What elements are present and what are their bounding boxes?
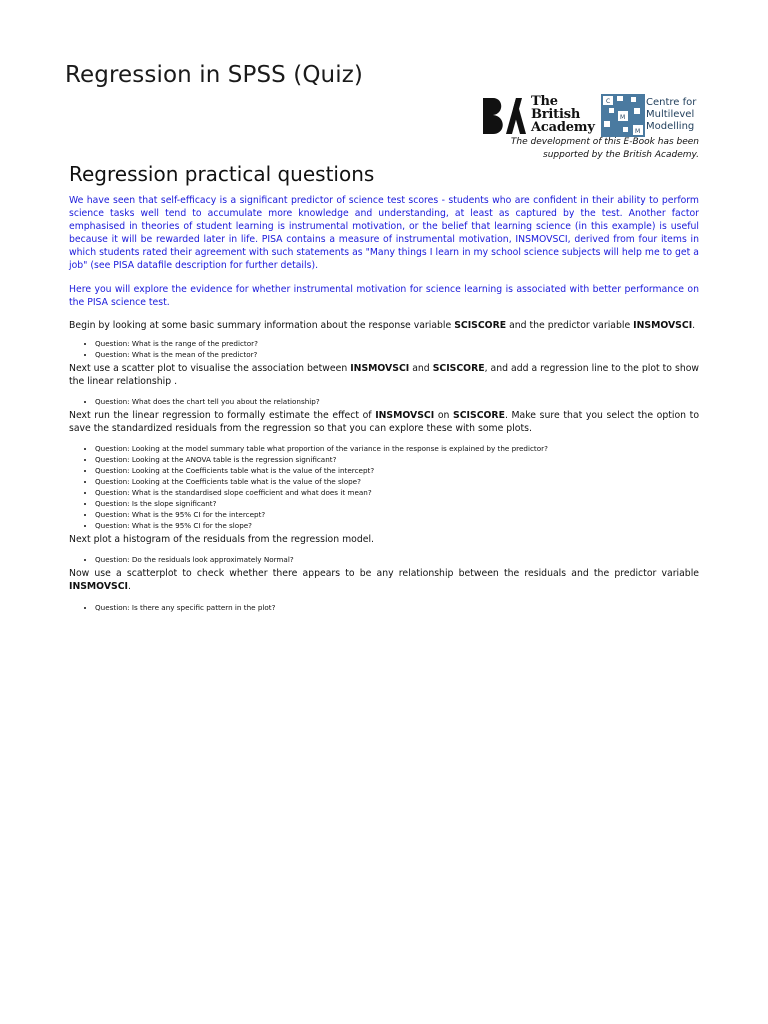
question-item: • Question: What does the chart tell you about the relationship? (95, 396, 699, 407)
step1-text-c: . (692, 319, 696, 331)
question-item: • Question: Looking at the ANOVA table is the regression significant? (95, 454, 699, 465)
step3-var-b: SCISCORE (453, 410, 505, 422)
british-academy-wordmark (531, 95, 595, 134)
step3-question-list (69, 443, 699, 531)
ba-line-1: The (531, 94, 558, 109)
step3-paragraph (69, 409, 699, 435)
cmm-line-2: Multilevel (646, 109, 695, 120)
british-academy-mark-icon (480, 96, 526, 136)
sponsor-logos (480, 94, 702, 138)
question-item: • Question: What is the 95% CI for the slope? (95, 520, 699, 531)
british-academy-logo (480, 94, 598, 138)
step2-text-c: , and add a regression line to the plot to show the linear relationship . (69, 362, 700, 387)
cmm-grid-icon (601, 94, 645, 137)
question-item: • Question: What is the 95% CI for the intercept? (95, 509, 699, 520)
step1-var-a: SCISCORE (454, 319, 507, 331)
step4-paragraph: Next plot a histogram of the residuals from the regression model. (69, 534, 374, 546)
question-item: • Question: What is the standardised slope coefficient and what does it mean? (95, 487, 699, 498)
question-item: • Question: Looking at the Coefficients table what is the value of the intercept? (95, 465, 699, 476)
credit-note (470, 136, 699, 162)
question-item: • Question: What is the range of the predictor? (95, 338, 699, 349)
question-item: • Question: What is the mean of the predictor? (95, 349, 699, 360)
step2-var-b: SCISCORE (432, 362, 485, 374)
step5-question-list (69, 602, 699, 613)
intro-paragraph-2: Here you will explore the evidence for whether instrumental motivation for science learning is associated with better performance on the PISA science test. (69, 283, 699, 308)
main-content (69, 162, 699, 615)
cmm-logo (601, 94, 701, 138)
step3-text-b: on (434, 410, 454, 422)
cmm-line-3: Modelling (646, 121, 695, 132)
ba-line-2: British (531, 107, 581, 122)
cmm-line-1: Centre for (646, 97, 697, 108)
step2-text-b: and (409, 362, 433, 374)
question-item: • Question: Do the residuals look approximately Normal? (95, 554, 699, 565)
page-title: Regression in SPSS (Quiz) (65, 62, 363, 88)
question-item: • Question: Is the slope significant? (95, 498, 699, 509)
question-item: • Question: Is there any specific pattern in the plot? (95, 602, 699, 613)
question-item: • Question: Looking at the Coefficients table what is the value of the slope? (95, 476, 699, 487)
section-title: Regression practical questions (69, 162, 375, 186)
step1-var-b: INSMOVSCI (633, 319, 693, 331)
step5-var-a: INSMOVSCI (69, 581, 129, 593)
credit-line-1: The development of this E-Book has been (510, 137, 699, 147)
step3-text-a: Next run the linear regression to formally estimate the effect of (69, 410, 376, 422)
cmm-wordmark (646, 97, 696, 133)
step1-text-a: Begin by looking at some basic summary information about the response variable (69, 319, 455, 331)
ba-line-3: Academy (531, 120, 595, 135)
cmm-cell-m2: M (635, 128, 641, 135)
cmm-cell-c: C (606, 98, 611, 105)
step2-var-a: INSMOVSCI (350, 362, 410, 374)
question-item: • Question: Looking at the model summary table what proportion of the variance in the response is explained by the predictor? (95, 443, 699, 454)
step1-question-list (69, 338, 699, 360)
step1-text-b: and the predictor variable (506, 319, 634, 331)
cmm-cell-m1: M (620, 114, 626, 121)
credit-line-2: supported by the British Academy. (543, 150, 699, 160)
step3-var-a: INSMOVSCI (375, 410, 435, 422)
step5-text-a: Now use a scatterplot to check whether there appears to be any relationship between the residuals and the predictor variable (69, 568, 699, 580)
step2-text-a: Next use a scatter plot to visualise the association between (69, 362, 351, 374)
step5-text-b: . (128, 581, 131, 593)
step2-paragraph (69, 362, 699, 388)
step3-text-c: . Make sure that you select the option to save the standardized residuals from the regression so that you can explore these with some plots. (69, 410, 700, 435)
step1-paragraph (69, 319, 699, 332)
intro-paragraph-1: We have seen that self-efficacy is a significant predictor of science test scores - students who are confident in their ability to perform science tasks well tend to accumulate more knowledge and understanding, at least as captured by the test. Another factor emphasised in theories of student learning is instrumental motivation, or the belief that learning science (in this example) is useful because it will be rewarded later in life. PISA contains a measure of instrumental motivation, INSMOVSCI, derived from four items in which students rated their agreement with such statements as "Many things I learn in my school science subjects will help me to get a job" (see PISA datafile description for further details). (69, 195, 699, 272)
step5-paragraph (69, 567, 699, 593)
step4-question-list (69, 554, 699, 565)
step2-question-list (69, 396, 699, 407)
